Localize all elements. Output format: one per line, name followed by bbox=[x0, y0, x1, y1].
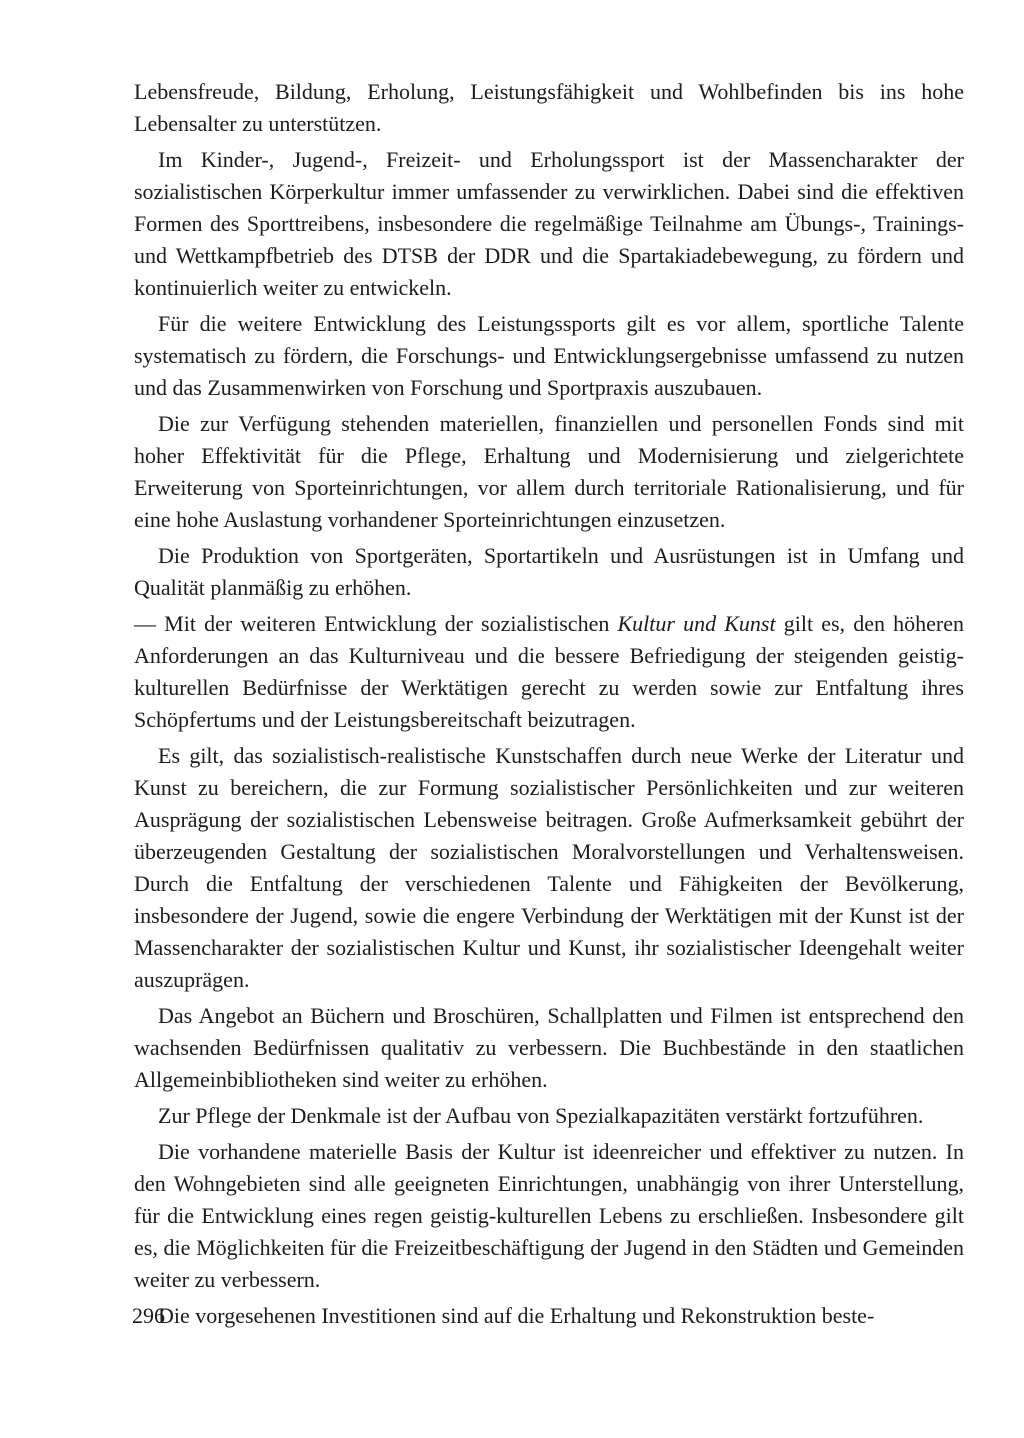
text-segment: gilt es, den höheren Anforderungen an das Kulturniveau und die bessere Befriedigung der steigenden geistig-kulturellen Bedürfnisse der Werktätigen gerecht zu werden sowie zur Entfaltung ihres Schöpfertums und der Leistungsbereitschaft beizutragen. bbox=[134, 611, 964, 732]
page-number: 296 bbox=[132, 1303, 165, 1328]
text-segment: Die vorhandene materielle Basis der Kultur ist ideenreicher und effektiver zu nutzen. In den Wohngebieten sind alle geeigneten Einrichtungen, unabhängig von ihrer Unterstellung, für die Entwicklung eines regen geistig-kulturellen Lebens zu erschließen. Insbesondere gilt es, die Möglichkeiten für die Freizeitbeschäftigung der Jugend in den Städten und Gemeinden weiter zu verbessern. bbox=[134, 1139, 964, 1292]
text-segment: Die zur Verfügung stehenden materiellen, finanziellen und personellen Fonds sind mit hoher Effektivität für die Pflege, Erhaltung und Modernisierung und zielgerichtete Erweiterung von Sporteinrichtungen, vor allem durch territoriale Rationalisierung, und für eine hohe Auslastung vorhandener Sporteinrichtungen einzusetzen. bbox=[134, 411, 964, 532]
text-segment: Für die weitere Entwicklung des Leistungssports gilt es vor allem, sportliche Talente systematisch zu fördern, die Forschungs- und Entwicklungsergebnisse umfassend zu nutzen und das Zusammenwirken von Forschung und Sportpraxis auszubauen. bbox=[134, 311, 964, 400]
paragraph bbox=[134, 1100, 964, 1132]
text-segment: Es gilt, das sozialistisch-realistische Kunstschaffen durch neue Werke der Literatur und Kunst zu bereichern, die zur Formung sozialistischer Persönlichkeiten und zur weiteren Ausprägung der sozialistischen Lebensweise beitragen. Große Aufmerksamkeit gebührt der überzeugenden Gestaltung der sozialistischen Moralvorstellungen und Verhaltensweisen. Durch die Entfaltung der verschiedenen Talente und Fähigkeiten der Bevölkerung, insbesondere der Jugend, sowie die engere Verbindung der Werktätigen mit der Kunst ist der Massencharakter der sozialistischen Kultur und Kunst, ihr sozialistischer Ideengehalt weiter auszuprägen. bbox=[134, 743, 964, 992]
paragraph bbox=[134, 308, 964, 404]
text-segment: Die vorgesehenen Investitionen sind auf die Erhaltung und Rekonstruktion beste- bbox=[158, 1303, 875, 1328]
paragraph bbox=[134, 608, 964, 736]
text-segment: — Mit der weiteren Entwicklung der sozialistischen bbox=[134, 611, 618, 636]
paragraph bbox=[134, 1136, 964, 1296]
paragraph bbox=[134, 76, 964, 140]
paragraph bbox=[134, 540, 964, 604]
text-segment: Zur Pflege der Denkmale ist der Aufbau von Spezialkapazitäten verstärkt fortzuführen. bbox=[158, 1103, 924, 1128]
text-segment: Lebensfreude, Bildung, Erholung, Leistungsfähigkeit und Wohlbefinden bis ins hohe Lebensalter zu unterstützen. bbox=[134, 79, 964, 136]
paragraph bbox=[134, 740, 964, 996]
text-segment: Die Produktion von Sportgeräten, Sportartikeln und Ausrüstungen ist in Umfang und Qualität planmäßig zu erhöhen. bbox=[134, 543, 964, 600]
paragraph bbox=[134, 144, 964, 304]
text-segment: Das Angebot an Büchern und Broschüren, Schallplatten und Filmen ist entsprechend den wachsenden Bedürfnissen qualitativ zu verbessern. Die Buchbestände in den staatlichen Allgemeinbibliotheken sind weiter zu erhöhen. bbox=[134, 1003, 964, 1092]
paragraph bbox=[134, 1300, 964, 1332]
italic-phrase: Kultur und Kunst bbox=[617, 611, 776, 636]
paragraph bbox=[134, 1000, 964, 1096]
body-text bbox=[134, 76, 964, 1336]
text-segment: Im Kinder-, Jugend-, Freizeit- und Erholungssport ist der Massencharakter der sozialistischen Körperkultur immer umfassender zu verwirklichen. Dabei sind die effektiven Formen des Sporttreibens, insbesondere die regelmäßige Teilnahme am Übungs-, Trainings- und Wettkampfbetrieb des DTSB der DDR und die Spartakiadebewegung, zu fördern und kontinuierlich weiter zu entwickeln. bbox=[134, 147, 964, 300]
paragraph bbox=[134, 408, 964, 536]
